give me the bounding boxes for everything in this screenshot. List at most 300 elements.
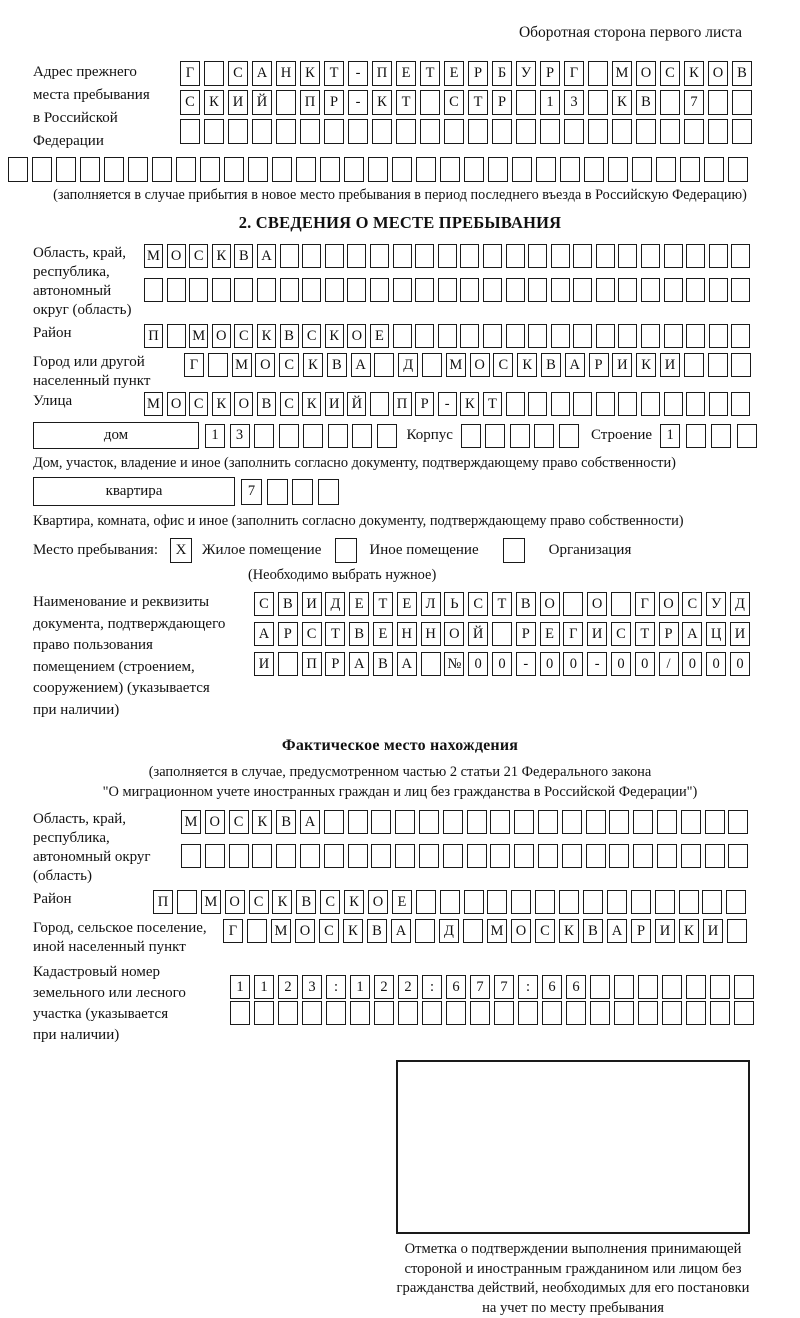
char-box	[528, 278, 547, 302]
char-box	[320, 157, 340, 182]
char-box: И	[655, 919, 675, 943]
char-box	[551, 278, 570, 302]
char-box: О	[444, 622, 464, 646]
char-box	[328, 424, 348, 448]
char-box	[348, 844, 368, 868]
char-box: Т	[373, 592, 393, 616]
char-box	[596, 324, 615, 348]
char-box	[528, 244, 547, 268]
char-box	[396, 119, 416, 144]
char-box	[684, 353, 704, 377]
char-box	[608, 157, 628, 182]
street-row	[144, 392, 750, 416]
char-box	[607, 890, 627, 914]
checkbox-organization	[503, 538, 525, 563]
char-box	[80, 157, 100, 182]
page-side-note: Оборотная сторона первого листа	[518, 24, 742, 41]
char-box: О	[540, 592, 560, 616]
char-box: В	[276, 810, 296, 834]
char-box	[664, 392, 683, 416]
char-box	[324, 119, 344, 144]
char-box	[662, 1001, 682, 1025]
char-box: №	[444, 652, 464, 676]
char-box: 3	[230, 424, 250, 448]
char-box	[638, 975, 658, 999]
char-box: 6	[446, 975, 466, 999]
char-box: -	[348, 90, 368, 115]
char-box: С	[444, 90, 464, 115]
char-box	[708, 353, 728, 377]
document-row-3	[254, 652, 750, 676]
char-box	[318, 479, 339, 505]
char-box	[181, 844, 201, 868]
char-box	[662, 975, 682, 999]
char-box	[588, 119, 608, 144]
char-box: Р	[415, 392, 434, 416]
char-box	[686, 392, 705, 416]
char-box	[177, 890, 197, 914]
char-box: О	[511, 919, 531, 943]
char-box	[144, 278, 163, 302]
char-box: Т	[483, 392, 502, 416]
char-box: К	[212, 244, 231, 268]
char-box	[368, 157, 388, 182]
char-box	[276, 90, 296, 115]
char-box	[588, 90, 608, 115]
char-box: О	[587, 592, 607, 616]
char-box	[460, 324, 479, 348]
char-box	[393, 244, 412, 268]
char-box: 1	[660, 424, 680, 448]
char-box	[416, 157, 436, 182]
char-box: Т	[325, 622, 345, 646]
char-box	[370, 278, 389, 302]
document-row-2	[254, 622, 750, 646]
char-box	[551, 244, 570, 268]
char-box	[681, 810, 701, 834]
char-box	[709, 244, 728, 268]
char-box	[440, 890, 460, 914]
char-box	[586, 810, 606, 834]
char-box: В	[516, 592, 536, 616]
char-box: С	[320, 890, 340, 914]
char-box: Р	[325, 652, 345, 676]
char-box	[280, 244, 299, 268]
char-box: Т	[396, 90, 416, 115]
char-box	[641, 324, 660, 348]
char-box	[276, 844, 296, 868]
char-box: Е	[540, 622, 560, 646]
prev-address-block	[33, 61, 800, 153]
char-box: Р	[278, 622, 298, 646]
apartment-block	[33, 477, 800, 506]
char-box: Т	[468, 90, 488, 115]
char-box: -	[587, 652, 607, 676]
char-box	[664, 324, 683, 348]
char-box	[467, 844, 487, 868]
char-box: С	[189, 244, 208, 268]
char-box	[562, 810, 582, 834]
char-box	[709, 324, 728, 348]
char-box	[708, 119, 728, 144]
char-box: Р	[631, 919, 651, 943]
char-box	[254, 1001, 274, 1025]
char-box: В	[583, 919, 603, 943]
char-box: Й	[252, 90, 272, 115]
char-box	[422, 353, 442, 377]
char-box	[483, 324, 502, 348]
char-box: О	[295, 919, 315, 943]
char-box: В	[257, 392, 276, 416]
char-box: 2	[398, 975, 418, 999]
char-box: Й	[347, 392, 366, 416]
char-box	[372, 119, 392, 144]
city-row	[184, 353, 751, 377]
char-box: С	[302, 622, 322, 646]
char-box: Н	[421, 622, 441, 646]
char-box	[279, 424, 299, 448]
char-box	[422, 1001, 442, 1025]
char-box	[618, 324, 637, 348]
actual-region-row-2	[181, 844, 748, 868]
char-box: Е	[370, 324, 389, 348]
char-box: 3	[302, 975, 322, 999]
char-box	[234, 278, 253, 302]
char-box	[573, 244, 592, 268]
char-box	[204, 119, 224, 144]
char-box	[618, 278, 637, 302]
char-box: О	[225, 890, 245, 914]
char-box	[734, 975, 754, 999]
char-box: О	[255, 353, 275, 377]
document-grid	[254, 592, 750, 676]
char-box	[460, 278, 479, 302]
char-box: О	[659, 592, 679, 616]
char-box	[732, 90, 752, 115]
char-box: А	[257, 244, 276, 268]
char-box: С	[660, 61, 680, 86]
char-box	[684, 119, 704, 144]
char-box	[540, 119, 560, 144]
char-box: О	[470, 353, 490, 377]
char-box	[205, 844, 225, 868]
char-box	[461, 424, 481, 448]
char-box: К	[212, 392, 231, 416]
cadastral-block	[33, 962, 800, 1046]
region-block	[33, 244, 800, 320]
char-box: 1	[230, 975, 250, 999]
actual-region-label: Область, край, республика, автономный округ (область)	[33, 811, 151, 884]
char-box	[573, 392, 592, 416]
char-box: М	[612, 61, 632, 86]
char-box	[618, 244, 637, 268]
stay-type-block	[33, 538, 800, 563]
char-box	[686, 424, 706, 448]
char-box	[325, 278, 344, 302]
actual-region-block	[33, 810, 800, 886]
char-box: П	[393, 392, 412, 416]
char-box: Е	[397, 592, 417, 616]
char-box	[711, 424, 731, 448]
char-box: 7	[241, 479, 262, 505]
region-row-1	[144, 244, 750, 268]
char-box	[708, 90, 728, 115]
char-box	[686, 324, 705, 348]
stamp-box	[396, 1060, 750, 1234]
char-box: С	[493, 353, 513, 377]
prev-address-grid	[180, 61, 752, 144]
char-box	[420, 90, 440, 115]
char-box: К	[257, 324, 276, 348]
char-box	[590, 1001, 610, 1025]
document-block	[33, 592, 800, 721]
char-box: Т	[420, 61, 440, 86]
char-box	[702, 890, 722, 914]
stay-type-label: Место пребывания:	[33, 542, 158, 558]
char-box: И	[703, 919, 723, 943]
char-box	[377, 424, 397, 448]
char-box	[573, 324, 592, 348]
char-box	[506, 324, 525, 348]
char-box	[551, 324, 570, 348]
char-box: В	[234, 244, 253, 268]
char-box: Р	[659, 622, 679, 646]
char-box	[506, 392, 525, 416]
char-box: К	[460, 392, 479, 416]
char-box	[392, 157, 412, 182]
char-box	[395, 844, 415, 868]
korpus-cells	[461, 424, 579, 448]
char-box	[583, 890, 603, 914]
char-box: 1	[205, 424, 225, 448]
char-box: П	[302, 652, 322, 676]
char-box	[104, 157, 124, 182]
char-box: К	[344, 890, 364, 914]
char-box	[374, 1001, 394, 1025]
char-box: К	[679, 919, 699, 943]
checkbox-other-premises	[335, 538, 357, 563]
char-box	[415, 278, 434, 302]
char-box	[254, 424, 274, 448]
char-box: 1	[540, 90, 560, 115]
city-label: Город или другой населенный пункт	[33, 354, 151, 389]
char-box	[731, 278, 750, 302]
char-box: :	[326, 975, 346, 999]
char-box	[416, 890, 436, 914]
char-box	[538, 844, 558, 868]
char-box	[614, 1001, 634, 1025]
char-box: О	[708, 61, 728, 86]
char-box: К	[252, 810, 272, 834]
char-box: П	[372, 61, 392, 86]
char-box: П	[300, 90, 320, 115]
char-box	[276, 119, 296, 144]
char-box	[347, 278, 366, 302]
char-box: А	[397, 652, 417, 676]
char-box	[506, 278, 525, 302]
char-box: И	[730, 622, 750, 646]
char-box: К	[559, 919, 579, 943]
char-box	[393, 278, 412, 302]
char-box: Р	[468, 61, 488, 86]
char-box: С	[279, 353, 299, 377]
actual-location-title: Фактическое место нахождения	[281, 737, 519, 754]
char-box	[679, 890, 699, 914]
char-box: В	[296, 890, 316, 914]
char-box	[490, 844, 510, 868]
char-box	[56, 157, 76, 182]
char-box	[252, 119, 272, 144]
char-box	[612, 119, 632, 144]
char-box	[660, 119, 680, 144]
char-box	[252, 844, 272, 868]
char-box: М	[144, 392, 163, 416]
option-other-premises-label: Иное помещение	[369, 542, 479, 558]
char-box: 2	[278, 975, 298, 999]
char-box	[566, 1001, 586, 1025]
char-box: В	[349, 622, 369, 646]
char-box: К	[325, 324, 344, 348]
char-box: У	[516, 61, 536, 86]
char-box	[681, 844, 701, 868]
char-box	[487, 890, 507, 914]
char-box: К	[303, 353, 323, 377]
char-box: В	[327, 353, 347, 377]
char-box	[633, 844, 653, 868]
prev-address-row-2	[180, 90, 752, 115]
prev-address-row-3	[180, 119, 752, 144]
char-box	[709, 278, 728, 302]
prev-address-label: Адрес прежнего места пребывания в Российской Федерации	[33, 64, 150, 149]
korpus-label: Корпус	[406, 427, 453, 443]
char-box	[728, 810, 748, 834]
stroenie-cells	[660, 424, 757, 448]
char-box: В	[373, 652, 393, 676]
char-box: Р	[589, 353, 609, 377]
char-box: Е	[444, 61, 464, 86]
char-box: М	[189, 324, 208, 348]
char-box: С	[234, 324, 253, 348]
char-box	[686, 1001, 706, 1025]
actual-city-block	[33, 919, 800, 957]
char-box	[488, 157, 508, 182]
char-box	[506, 244, 525, 268]
char-box	[228, 119, 248, 144]
option-organization-label: Организация	[548, 542, 632, 558]
street-label: Улица	[33, 393, 73, 409]
char-box	[588, 61, 608, 86]
char-box: И	[254, 652, 274, 676]
char-box: Е	[392, 890, 412, 914]
char-box: Т	[492, 592, 512, 616]
char-box	[641, 244, 660, 268]
apartment-cells	[241, 479, 339, 505]
char-box: М	[487, 919, 507, 943]
char-box	[596, 278, 615, 302]
section2-title: 2. СВЕДЕНИЯ О МЕСТЕ ПРЕБЫВАНИЯ	[238, 213, 562, 232]
char-box: 1	[254, 975, 274, 999]
char-box	[443, 810, 463, 834]
char-box	[485, 424, 505, 448]
char-box	[731, 392, 750, 416]
char-box: П	[153, 890, 173, 914]
char-box	[731, 353, 751, 377]
char-box	[278, 1001, 298, 1025]
prev-address-note: (заполняется в случае прибытия в новое место пребывания в период последнего въезда в Российскую Федерацию)	[53, 187, 747, 203]
char-box: О	[167, 392, 186, 416]
char-box: 0	[635, 652, 655, 676]
char-box: К	[272, 890, 292, 914]
char-box	[492, 119, 512, 144]
char-box: К	[636, 353, 656, 377]
char-box: Д	[439, 919, 459, 943]
char-box: 7	[494, 975, 514, 999]
char-box	[324, 810, 344, 834]
char-box: Г	[180, 61, 200, 86]
char-box: 0	[540, 652, 560, 676]
char-box	[398, 1001, 418, 1025]
char-box	[303, 424, 323, 448]
cadastral-row-1	[230, 975, 754, 999]
char-box: С	[189, 392, 208, 416]
char-box	[348, 810, 368, 834]
char-box: Т	[324, 61, 344, 86]
char-box	[267, 479, 288, 505]
char-box	[535, 890, 555, 914]
char-box: /	[659, 652, 679, 676]
char-box	[710, 1001, 730, 1025]
char-box	[686, 975, 706, 999]
char-box: У	[706, 592, 726, 616]
char-box	[710, 975, 730, 999]
char-box	[229, 844, 249, 868]
char-box	[324, 844, 344, 868]
char-box	[212, 278, 231, 302]
char-box: Н	[276, 61, 296, 86]
char-box: К	[372, 90, 392, 115]
char-box: 6	[542, 975, 562, 999]
char-box: К	[204, 90, 224, 115]
char-box: 3	[564, 90, 584, 115]
char-box	[247, 919, 267, 943]
migration-form-back-page	[0, 24, 800, 1316]
char-box: А	[349, 652, 369, 676]
char-box: С	[254, 592, 274, 616]
char-box	[300, 844, 320, 868]
char-box: 0	[563, 652, 583, 676]
char-box	[176, 157, 196, 182]
char-box: 2	[374, 975, 394, 999]
cadastral-label: Кадастровый номер земельного или лесного участка (указывается при наличии)	[33, 964, 186, 1043]
char-box: -	[348, 61, 368, 86]
stamp-area	[377, 1060, 769, 1318]
char-box	[727, 919, 747, 943]
char-box	[728, 844, 748, 868]
char-box	[618, 392, 637, 416]
char-box	[470, 1001, 490, 1025]
char-box	[563, 592, 583, 616]
char-box: Д	[398, 353, 418, 377]
char-box: С	[249, 890, 269, 914]
char-box	[421, 652, 441, 676]
document-label: Наименование и реквизиты документа, подтверждающего право пользования помещением (строением, сооружением) (указывается при наличии)	[33, 594, 226, 718]
char-box	[590, 975, 610, 999]
char-box: О	[636, 61, 656, 86]
actual-district-row	[153, 890, 746, 914]
char-box	[189, 278, 208, 302]
char-box: 0	[682, 652, 702, 676]
char-box: В	[280, 324, 299, 348]
